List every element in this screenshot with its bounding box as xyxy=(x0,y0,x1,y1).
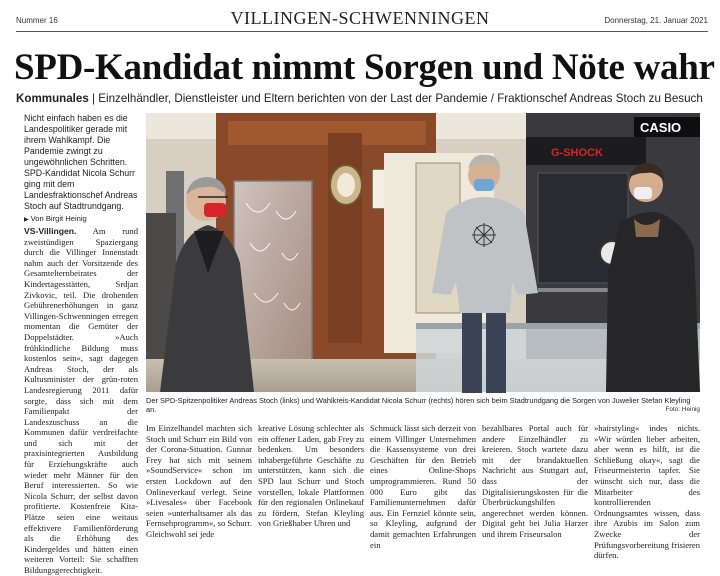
column-1-text: Am rund zweistündigen Spaziergang durch die Villinger Innenstadt nahm auch der Vorsitzende des Gesamtelternbeirates der Kindertagesstätten, Srdjan Zivkovic, teil. Die drohenden Gebührenerhöhungen in ganz Villingen-Schwenningen erregen momentan die Gemüter der Doppelstädter. »Auch frühkindliche Bildung muss kostenlos sein«, sagt dagegen Andreas Stoch, der als Kultusminister der grün-roten Landesregierung 2011 dafür sorgte, dass sich mit dem Familienpakt der Landeszuschuss an die Kommunen dafür verdreifachte und sich mit der praxisintegrierten Ausbildung für Erziehungskräfte auch wieder mehr Männer für den Beruf interessierten. So wie Nicola Schurr, der selbst davon profitierte. Kostenfreie Kita-Plätze seien eine weitaus effektivere Familienförderung als die Erhöhung des Kindergeldes und hätten einen weiteren Vorteil: Sie schafften Bildungsgerechtigkeit. xyxy=(24,226,138,575)
column-1 xyxy=(24,226,138,576)
rubric: Kommunales xyxy=(16,92,89,105)
byline xyxy=(24,213,138,226)
subheadline: Einzelhändler, Dienstleister und Eltern berichten von der Last der Pandemie / Fraktionschef Andreas Stoch zu Besuch xyxy=(98,92,703,105)
masthead xyxy=(10,8,710,30)
sign-casio: CASIO xyxy=(640,120,682,135)
dateline: VS-Villingen. xyxy=(24,226,77,236)
subheadline-line xyxy=(16,92,716,105)
article-photo xyxy=(146,113,700,392)
sign-gshock: G-SHOCK xyxy=(551,147,603,159)
issue-number: Nummer 16 xyxy=(16,16,58,25)
masthead-rule xyxy=(16,31,708,32)
photo-credit: Foto: Heinig xyxy=(665,406,700,413)
headline: SPD-Kandidat nimmt Sorgen und Nöte wahr xyxy=(14,47,715,88)
intro-block xyxy=(24,113,138,226)
rubric-separator: | xyxy=(92,92,96,105)
column-6: »hairstyling« indes nichts. »Wir würden lieber arbeiten, aber wenn es hilft, ist die Schließung okay«, sagt die Friseurmeisterin tapfer. Sie wünscht sich nur, dass die Mitarbeiter des kontrollierenden Ordnungsamtes wissen, dass ihre Azubis im Salon zum Zwecke der Prüfungsvorbereitung frisieren dürfen. xyxy=(594,423,700,561)
photo-caption: Der SPD-Spitzenpolitiker Andreas Stoch (links) und Wahlkreis-Kandidat Nicola Schurr (rechts) hören sich beim Stadtrundgang die Sorgen von Juwelier Stefan Kleyling an. xyxy=(146,396,691,415)
intro-text: Nicht einfach haben es die Landespolitiker gerade mit ihrem Wahlkampf. Die Pandemie zwingt zu ungewöhnlichen Schritten. SPD-Kandidat Nicola Schurr ging mit dem Landesfraktionschef Andreas Stoch auf Stadtrundgang. xyxy=(24,113,138,211)
triangle-icon: ▶ xyxy=(24,217,29,223)
photo-illustration xyxy=(146,113,700,392)
column-3: kreative Lösung schlechter als ein offener Laden, gab Frey zu bedenken. Um besonders inhabergeführte Geschäfte zu unterstützen, kann sich die SPD laut Schurr und Stoch vorstellen, lokale Plattformen für den regionalen Onlinekauf zu fördern. Stefan Kleyling von Grießhaber Uhren und xyxy=(258,423,364,529)
byline-text: Von Birgit Heinig xyxy=(30,214,87,223)
column-5: bezahlbares Portal auch für andere Einzelhändler zu kreieren. Stoch wartete dazu mit der brandaktuellen Nachricht aus Stuttgart auf, dass der Digitalisierungskosten für die Überbrückungshilfen angerechnet werden können. Digital geht bei Julia Harzer und ihrem Friseursalon xyxy=(482,423,588,539)
publication-date: Donnerstag, 21. Januar 2021 xyxy=(604,16,708,25)
column-2: Im Einzelhandel machten sich Stoch und Schurr ein Bild von der Corona-Situation. Gunnar Frey hat sich mit seinem »SoundService« schon im ersten Lockdown auf den Onlineverkauf verlegt. Seine »Livesales« über Facebook seien »unterhaltsamer als das Fernsehprogramm«, so Schurr. Gleichwohl sei jede xyxy=(146,423,252,539)
column-4: Schmuck lässt sich derzeit von einem Villinger Unternehmen die Kassensysteme von drei Geschäften für den Betrieb eines Online-Shops umprogrammieren. Rund 50 000 Euro gibt das Familienunternehmen dafür aus. Ein Fernziel könnte sein, so Kleyling, aufgrund der damit gemachten Erfahrungen ein xyxy=(370,423,476,550)
section-title: VILLINGEN-SCHWENNINGEN xyxy=(230,8,490,28)
